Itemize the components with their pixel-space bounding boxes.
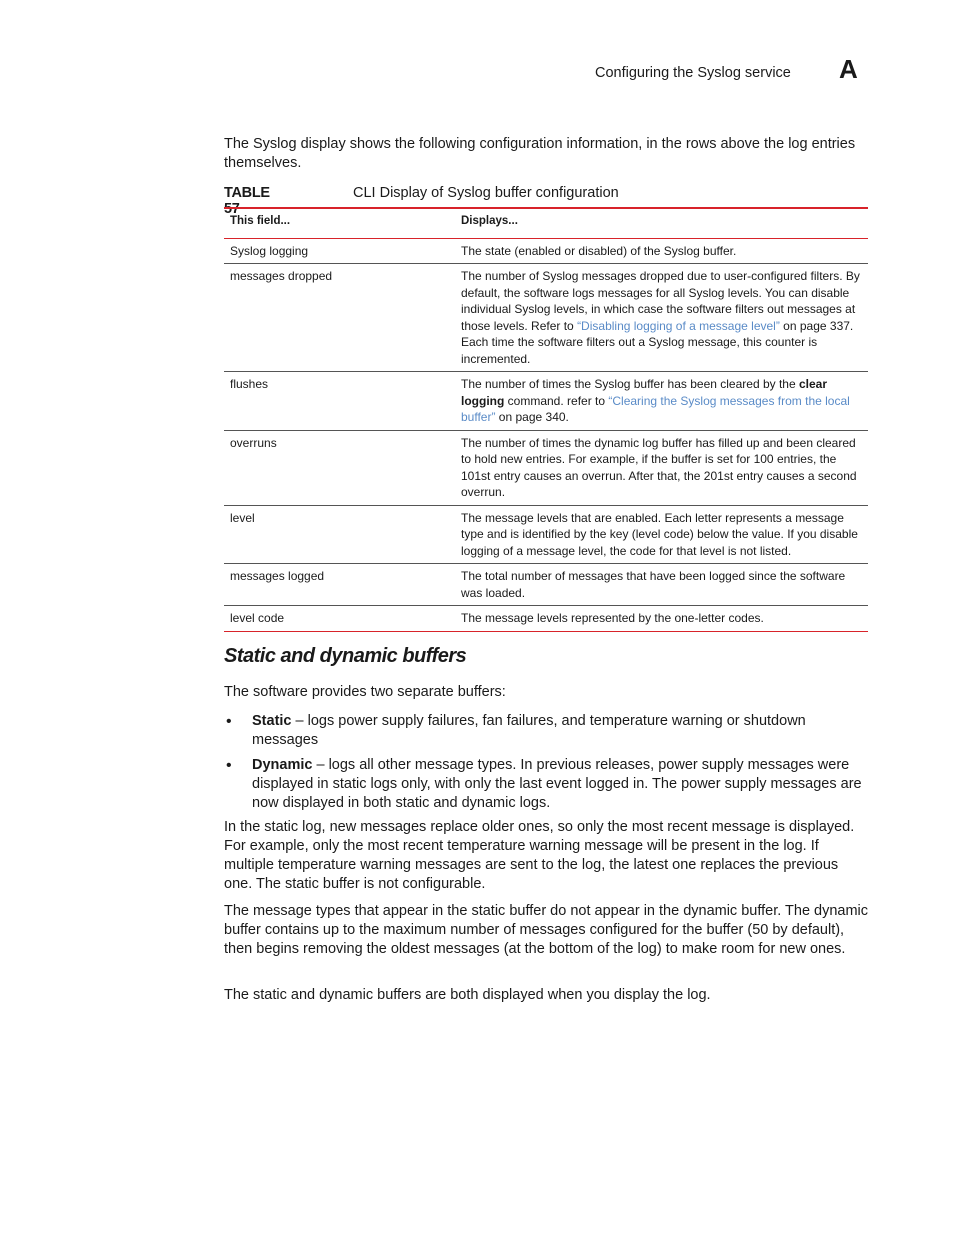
buffer-type-list xyxy=(224,712,869,819)
intro-paragraph: The Syslog display shows the following configuration information, in the rows above the log entries themselves. xyxy=(224,136,856,171)
description-cell: The message levels represented by the one-letter codes. xyxy=(461,611,764,625)
field-cell: level code xyxy=(230,611,285,625)
field-cell: Syslog logging xyxy=(230,243,309,258)
table-row xyxy=(224,372,868,431)
field-cell: level xyxy=(230,510,255,525)
table-label: TABLE 57 xyxy=(224,185,270,217)
table-row xyxy=(224,564,868,606)
description-cell: The number of times the dynamic log buffer has filled up and been cleared to hold new entries. For example, if the buffer is set for 100 entries, the 101st entry causes an overrun. After that, the 201st entry causes a second overrun. xyxy=(461,435,857,499)
description-cell: The message levels that are enabled. Each letter represents a message type and is identified by the key (level code) below the value. If you disable logging of a message level, the code for that level is not listed. xyxy=(461,510,858,558)
description-text: on page 340. xyxy=(495,410,569,424)
bullet-term: Dynamic xyxy=(252,757,313,773)
table-row xyxy=(224,264,868,372)
field-cell: flushes xyxy=(230,377,269,391)
list-item xyxy=(224,712,869,750)
static-log-paragraph: In the static log, new messages replace older ones, so only the most recent message is displayed. For example, only the most recent temperature warning message will be present in the log. If multiple temperature warning messages are sent to the log, the latest one replaces the previous one. The static buffer is not configurable. xyxy=(224,819,855,892)
bullet-term: Static xyxy=(252,713,292,729)
cross-reference-link[interactable]: “Clearing the Syslog messages from the local buffer” xyxy=(461,393,850,424)
table-row xyxy=(224,238,868,264)
column-header-displays: Displays... xyxy=(461,215,518,227)
field-cell: messages logged xyxy=(230,569,325,583)
description-cell: The state (enabled or disabled) of the Syslog buffer. xyxy=(461,243,737,258)
bullet-icon: • xyxy=(226,713,232,730)
bullet-icon: • xyxy=(226,757,232,774)
bullet-text: – logs power supply failures, fan failures, and temperature warning or shutdown messages xyxy=(252,713,806,748)
description-cell: The total number of messages that have been logged since the software was loaded. xyxy=(461,569,846,600)
display-log-paragraph: The static and dynamic buffers are both displayed when you display the log. xyxy=(224,987,711,1003)
command-name: clear logging xyxy=(461,377,828,408)
section-heading: Static and dynamic buffers xyxy=(224,645,467,667)
description-cell xyxy=(455,372,868,431)
description-text: on page 337. Each time the software filters out a Syslog message, this counter is incremented. xyxy=(461,318,854,366)
table-row xyxy=(224,430,868,505)
running-header-title: Configuring the Syslog service xyxy=(595,65,791,81)
cross-reference-link[interactable]: “Disabling logging of a message level” xyxy=(577,318,780,333)
field-cell: overruns xyxy=(230,435,277,450)
syslog-config-table xyxy=(224,207,868,632)
description-cell xyxy=(455,264,868,372)
column-header-field: This field... xyxy=(230,215,291,227)
message-types-paragraph: The message types that appear in the static buffer do not appear in the dynamic buffer. The dynamic buffer contains up to the maximum number of messages configured for the buffer (50 by default), then begins removing the oldest messages (at the bottom of the log) to make room for new ones. xyxy=(224,903,869,957)
section-lead-paragraph: The software provides two separate buffers: xyxy=(224,684,506,700)
field-cell: messages dropped xyxy=(230,269,333,283)
description-text: command. refer to xyxy=(504,393,609,408)
table-title: CLI Display of Syslog buffer configuration xyxy=(353,185,619,201)
bullet-text: – logs all other message types. In previous releases, power supply messages were displayed in static logs only, with only the last event logged in. The power supply messages are now displayed in both static and dynamic logs. xyxy=(252,757,862,811)
table-row xyxy=(224,505,868,564)
list-item xyxy=(224,756,869,813)
description-text: The number of Syslog messages dropped due to user-configured filters. By default, the software logs messages for all Syslog levels. You can disable individual Syslog levels, in which case the software filters out messages at those levels. Refer to xyxy=(461,269,860,333)
table-row xyxy=(224,606,868,632)
description-text: The number of times the Syslog buffer has been cleared by the xyxy=(461,377,799,391)
appendix-letter: A xyxy=(839,54,858,84)
table-header-row xyxy=(224,208,868,238)
